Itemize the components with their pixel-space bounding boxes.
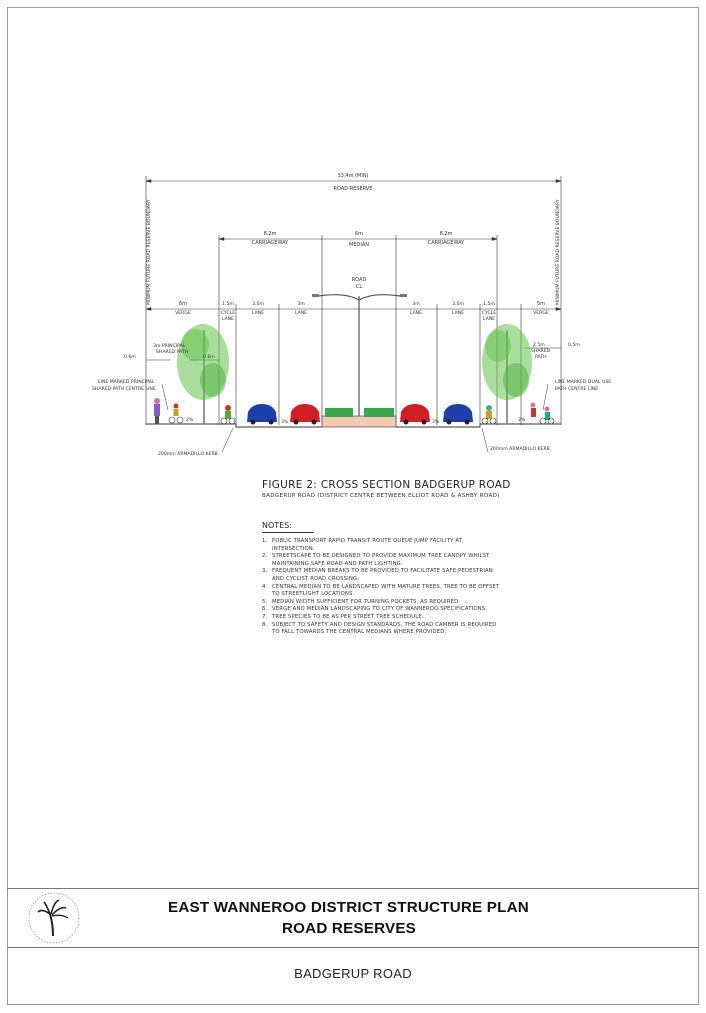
right-cycle-width: 1.5m: [483, 302, 495, 307]
right-boundary-label: MINIMUM FUTURE ROAD RESERVE BOUNDARY: [556, 199, 561, 305]
tree-icon-left: [177, 324, 229, 424]
slope-right-a: 3%: [432, 420, 440, 425]
left-verge-width: 6m: [178, 301, 188, 307]
left-path-label: 3m PRINCIPAL: [153, 344, 186, 349]
slope-left-b: 3%: [281, 420, 289, 425]
median-bed: [322, 416, 396, 427]
figure-subtitle: BADGERUP ROAD (DISTRICT CENTRE BETWEEN ELLIOT ROAD & ASHBY ROAD): [262, 493, 500, 499]
road-cl-label: ROAD: [351, 277, 367, 283]
right-path-label-2: SHARED: [531, 349, 551, 354]
left-path-label-2: SHARED PATH: [156, 350, 189, 355]
slope-right-b: 2%: [518, 418, 526, 423]
note-item: 1. PUBLIC TRANSPORT RAPID TRANSIT ROUTE QUEUE JUMP FACILITY AT INTERSECTION.: [262, 538, 463, 552]
note-item: 7. TREE SPECIES TO BE AS PER STREET TREE SCHEDULE.: [262, 613, 424, 620]
left-line-marked: LINE MARKED PRINCIPAL: [98, 380, 155, 385]
cyclist-icon-left: [221, 405, 235, 424]
right-lane1-label: LANE: [409, 311, 423, 316]
notes-list: [262, 538, 502, 637]
right-path-label-3: PATH: [535, 355, 547, 360]
figure-title: FIGURE 2: CROSS SECTION BADGERUP ROAD: [262, 479, 511, 491]
car-icon-left-inner: [290, 404, 320, 425]
note-item: 6. VERGE AND MEDIAN LANDSCAPING TO CITY OF WANNEROO SPECIFICATIONS.: [262, 606, 488, 613]
right-offset: 0.5m: [568, 343, 580, 348]
cyclist-icon-right: [482, 405, 496, 424]
note-item: 3. FREQUENT MEDIAN BREAKS TO BE PROVIDED TO FACILITATE SAFE PEDESTRIAN AND CYCLIST ROAD CROSSING.: [262, 568, 493, 582]
right-verge-width: 5m: [536, 301, 546, 307]
car-icon-right-inner: [400, 404, 430, 425]
right-lane2-label: LANE: [451, 311, 465, 316]
left-cycle-label-2: LANE: [221, 317, 235, 322]
left-lane1-label: LANE: [251, 311, 265, 316]
right-cycle-label-2: LANE: [482, 317, 496, 322]
note-item: 4. CENTRAL MEDIAN TO BE LANDSCAPED WITH MATURE TREES, TREE TO BE OFFSET TO STREETLIGHT LOCATIONS.: [262, 583, 500, 598]
title-block-divider-bottom: [7, 947, 699, 948]
car-icon-left-outer: [247, 404, 277, 425]
car-icon-right-outer: [443, 404, 473, 425]
left-line-marked-2: SHARED PATH CENTRE LINE: [92, 387, 156, 392]
right-line-marked: LINE MARKED DUAL USE: [555, 380, 612, 385]
left-lane1-width: 3.5m: [252, 302, 264, 307]
left-cycle-width: 1.5m: [222, 302, 234, 307]
cyclist-icon-left-path: [169, 404, 183, 424]
right-verge-label: VERGE: [533, 311, 549, 316]
median-label: MEDIAN: [349, 242, 369, 248]
right-lane2-width: 3.5m: [452, 302, 464, 307]
right-line-marked-2: PATH CENTRE LINE: [555, 387, 599, 392]
road-reserve-label: ROAD RESERVE: [333, 186, 373, 192]
right-kerb-label: 200mm ARMADILLO KERB: [490, 447, 550, 452]
left-carriageway-label: CARRIAGEWAY: [251, 240, 289, 246]
left-offset-a: 0.6m: [124, 355, 136, 360]
cross-section-drawing: [0, 0, 706, 470]
pedestrian-icon-right: [531, 403, 555, 425]
left-lane2-width: 3m: [297, 302, 305, 307]
road-name: BADGERUP ROAD: [294, 966, 412, 981]
pedestrian-icon-left: [154, 398, 160, 424]
right-path-label: 2.5m: [533, 343, 545, 348]
plan-subtitle: ROAD RESERVES: [282, 920, 416, 937]
right-carriageway-label: CARRIAGEWAY: [427, 240, 465, 246]
right-cycle-label: CYCLE: [481, 311, 497, 316]
plan-title: EAST WANNEROO DISTRICT STRUCTURE PLAN: [168, 899, 529, 916]
left-carriageway-width: 8.2m: [263, 231, 277, 237]
road-cl-label-2: CL: [355, 284, 363, 290]
right-lane1-width: 3m: [412, 302, 420, 307]
left-cycle-label: CYCLE: [220, 311, 236, 316]
left-kerb-label: 200mm ARMADILLO KERB: [158, 452, 218, 457]
note-item: 5. MEDIAN WIDTH SUFFICIENT FOR TURNING POCKETS, AS REQUIRED: [262, 598, 459, 605]
notes-heading: NOTES:: [262, 521, 292, 530]
title-block-divider-top: [7, 888, 699, 889]
right-carriageway-width: 8.2m: [439, 231, 453, 237]
logo-icon: [26, 890, 82, 946]
left-verge-label: VERGE: [175, 311, 191, 316]
notes-underline: [262, 532, 314, 533]
street-light-icon: [318, 295, 400, 416]
left-boundary-label: MINIMUM FUTURE ROAD RESERVE BOUNDARY: [147, 199, 152, 305]
overall-width-label: 33.4m (MIN): [337, 173, 369, 179]
left-offset-b: 0.6m: [203, 355, 215, 360]
note-item: 8. SUBJECT TO SAFETY AND DESIGN STANDARDS, THE ROAD CAMBER IS REQUIRED TO FALL TOWARDS THE CENTRAL MEDIANS WHERE PROVIDED.: [262, 621, 497, 636]
slope-left-a: 2%: [186, 418, 194, 423]
left-lane2-label: LANE: [294, 311, 308, 316]
median-width: 6m: [354, 231, 364, 237]
note-item: 2. STREETSCAPE TO BE DESIGNED TO PROVIDE MAXIMUM TREE CANOPY WHILST MAINTAINING SAFE ROAD AND PATH LIGHTING.: [262, 553, 490, 567]
